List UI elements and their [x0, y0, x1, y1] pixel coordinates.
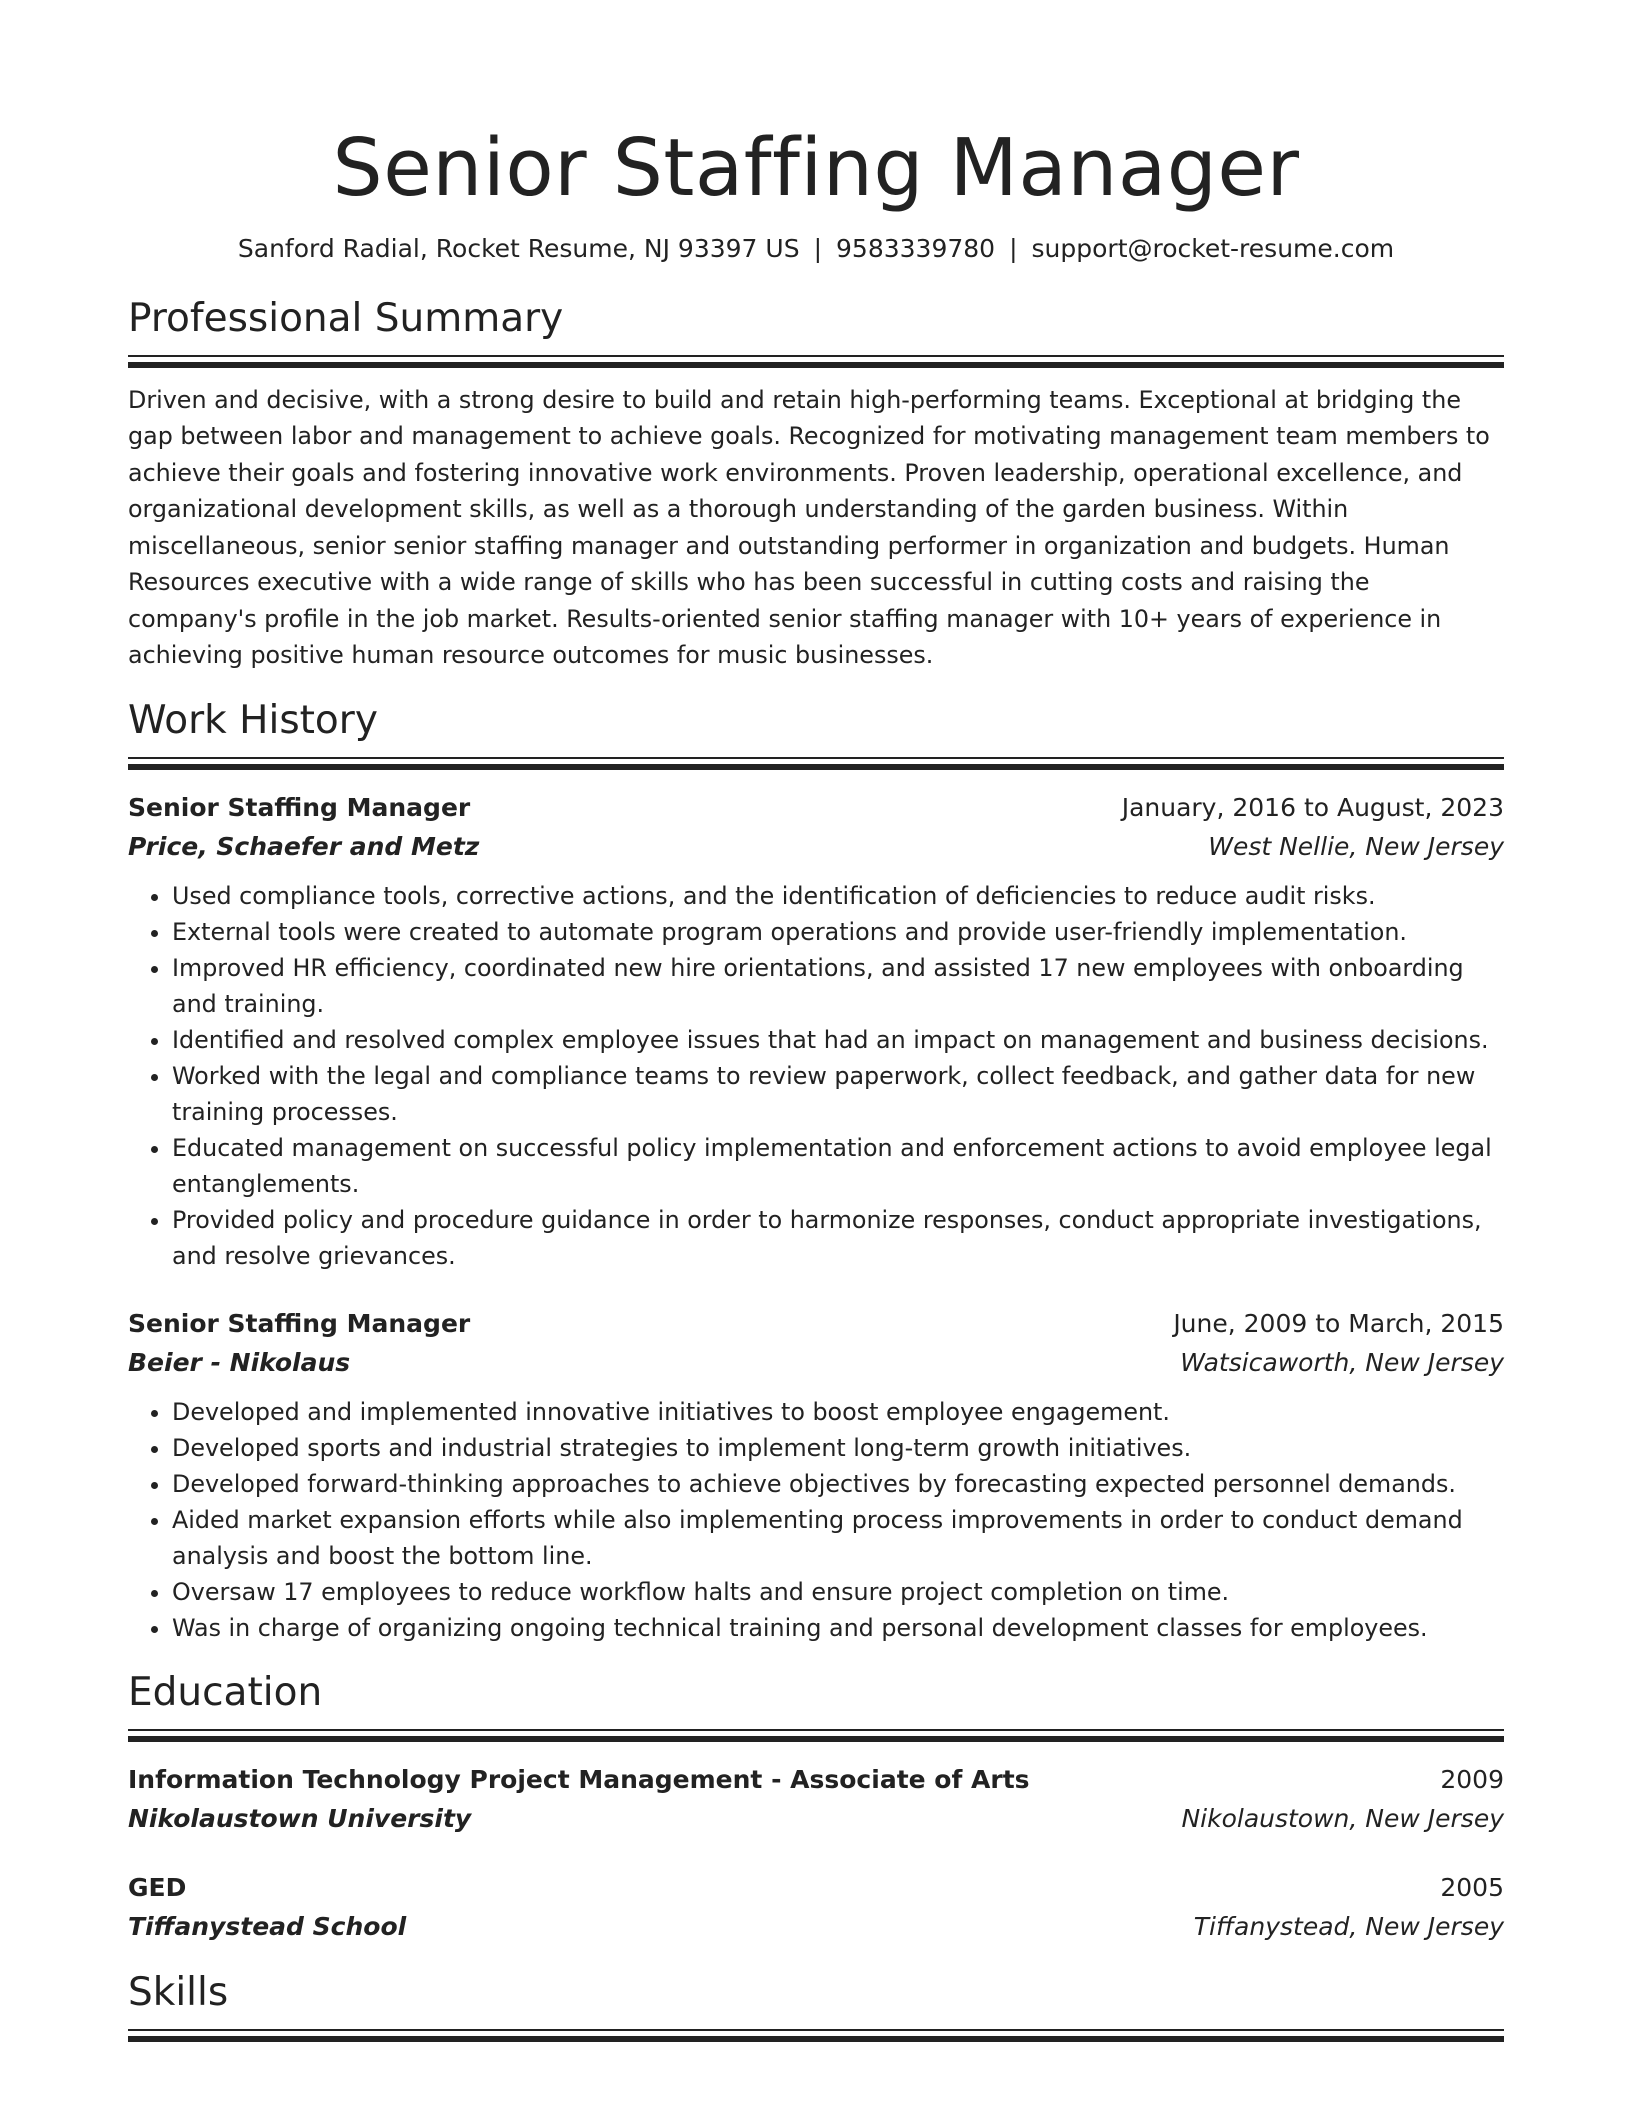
section-title-education: Education — [128, 1669, 323, 1715]
education-degree: GED — [128, 1872, 187, 1902]
job-bullet: • Used compliance tools, corrective actions, and the identification of deficiencies to reduce audit risks. — [172, 878, 1504, 914]
job-bullet: • Was in charge of organizing ongoing technical training and personal development classes for employees. — [172, 1610, 1504, 1646]
section-title-summary: Professional Summary — [128, 296, 564, 341]
education-year: 2009 — [1440, 1764, 1504, 1794]
section-divider — [128, 1729, 1504, 1742]
job-bullets — [128, 878, 1504, 1274]
job-subheader — [128, 1343, 1504, 1382]
contact-separator: | — [1009, 234, 1018, 263]
job-subheader — [128, 827, 1504, 866]
job-header — [128, 788, 1504, 827]
section-divider — [128, 757, 1504, 770]
education-entry — [128, 1760, 1504, 1838]
job-location: Watsicaworth, New Jersey — [1180, 1347, 1504, 1377]
education-degree: Information Technology Project Management - Associate of Arts — [128, 1764, 1030, 1794]
job-bullet: • Developed sports and industrial strategies to implement long-term growth initiatives. — [172, 1430, 1504, 1466]
job-bullet: • External tools were created to automate program operations and provide user-friendly implementation. — [172, 914, 1504, 950]
job-role: Senior Staffing Manager — [128, 1308, 471, 1338]
job-bullet: • Developed forward-thinking approaches to achieve objectives by forecasting expected personnel demands. — [172, 1466, 1504, 1502]
job-role: Senior Staffing Manager — [128, 792, 471, 822]
section-title-skills: Skills — [128, 1969, 229, 2015]
job-company: Beier - Nikolaus — [128, 1347, 351, 1377]
resume-content — [128, 0, 1504, 2042]
job-bullet: • Developed and implemented innovative initiatives to boost employee engagement. — [172, 1394, 1504, 1430]
job-entry — [128, 1304, 1504, 1646]
education-entry — [128, 1868, 1504, 1946]
education-header — [128, 1760, 1504, 1799]
education-year: 2005 — [1440, 1872, 1504, 1902]
section-title-work: Work History — [128, 697, 378, 743]
education-header — [128, 1868, 1504, 1907]
education-subheader — [128, 1799, 1504, 1838]
contact-line — [128, 234, 1504, 264]
job-bullet: • Identified and resolved complex employee issues that had an impact on management and business decisions. — [172, 1022, 1504, 1058]
education-location: Tiffanystead, New Jersey — [1193, 1911, 1504, 1941]
contact-address: Sanford Radial, Rocket Resume, NJ 93397 US — [237, 234, 800, 263]
job-bullet: • Educated management on successful policy implementation and enforcement actions to avoid employee legal entanglements. — [172, 1130, 1504, 1202]
job-bullet: • Improved HR efficiency, coordinated new hire orientations, and assisted 17 new employees with onboarding and training. — [172, 950, 1504, 1022]
job-location: West Nellie, New Jersey — [1208, 831, 1504, 861]
education-school: Tiffanystead School — [128, 1911, 407, 1941]
contact-separator: | — [813, 234, 823, 263]
job-header — [128, 1304, 1504, 1343]
section-divider — [128, 355, 1504, 368]
education-location: Nikolaustown, New Jersey — [1181, 1803, 1504, 1833]
job-bullet: • Oversaw 17 employees to reduce workflow halts and ensure project completion on time. — [172, 1574, 1504, 1610]
job-bullets — [128, 1394, 1504, 1646]
job-dates: January, 2016 to August, 2023 — [1121, 792, 1504, 822]
job-bullet: • Worked with the legal and compliance teams to review paperwork, collect feedback, and gather data for new training processes. — [172, 1058, 1504, 1130]
summary-text: Driven and decisive, with a strong desire to build and retain high-performing teams. Exceptional at bridging the gap between labor and management to achieve goals. Recognized for motivating management team members to achieve their goals and fostering innovative work environments. Proven leadership, operational excellence, and organizational development skills, as well as a thorough understanding of the garden business. Within miscellaneous, senior senior staffing manager and outstanding performer in organization and budgets. Human Resources executive with a wide range of skills who has been successful in cutting costs and raising the company's profile in the job market. Results-oriented senior staffing manager with 10+ years of experience in achieving positive human resource outcomes for music businesses. — [128, 385, 1490, 670]
job-company: Price, Schaefer and Metz — [128, 831, 480, 861]
resume-name: Senior Staffing Manager — [332, 122, 1300, 214]
job-bullet: • Provided policy and procedure guidance in order to harmonize responses, conduct appropriate investigations, and resolve grievances. — [172, 1202, 1504, 1274]
job-bullet: • Aided market expansion efforts while also implementing process improvements in order to conduct demand analysis and boost the bottom line. — [172, 1502, 1504, 1574]
education-school: Nikolaustown University — [128, 1803, 472, 1833]
job-entry — [128, 788, 1504, 1274]
contact-phone: 9583339780 — [836, 234, 996, 263]
contact-email[interactable]: support@rocket-resume.com — [1031, 234, 1395, 263]
section-divider — [128, 2029, 1504, 2042]
education-subheader — [128, 1907, 1504, 1946]
job-dates: June, 2009 to March, 2015 — [1173, 1308, 1504, 1338]
